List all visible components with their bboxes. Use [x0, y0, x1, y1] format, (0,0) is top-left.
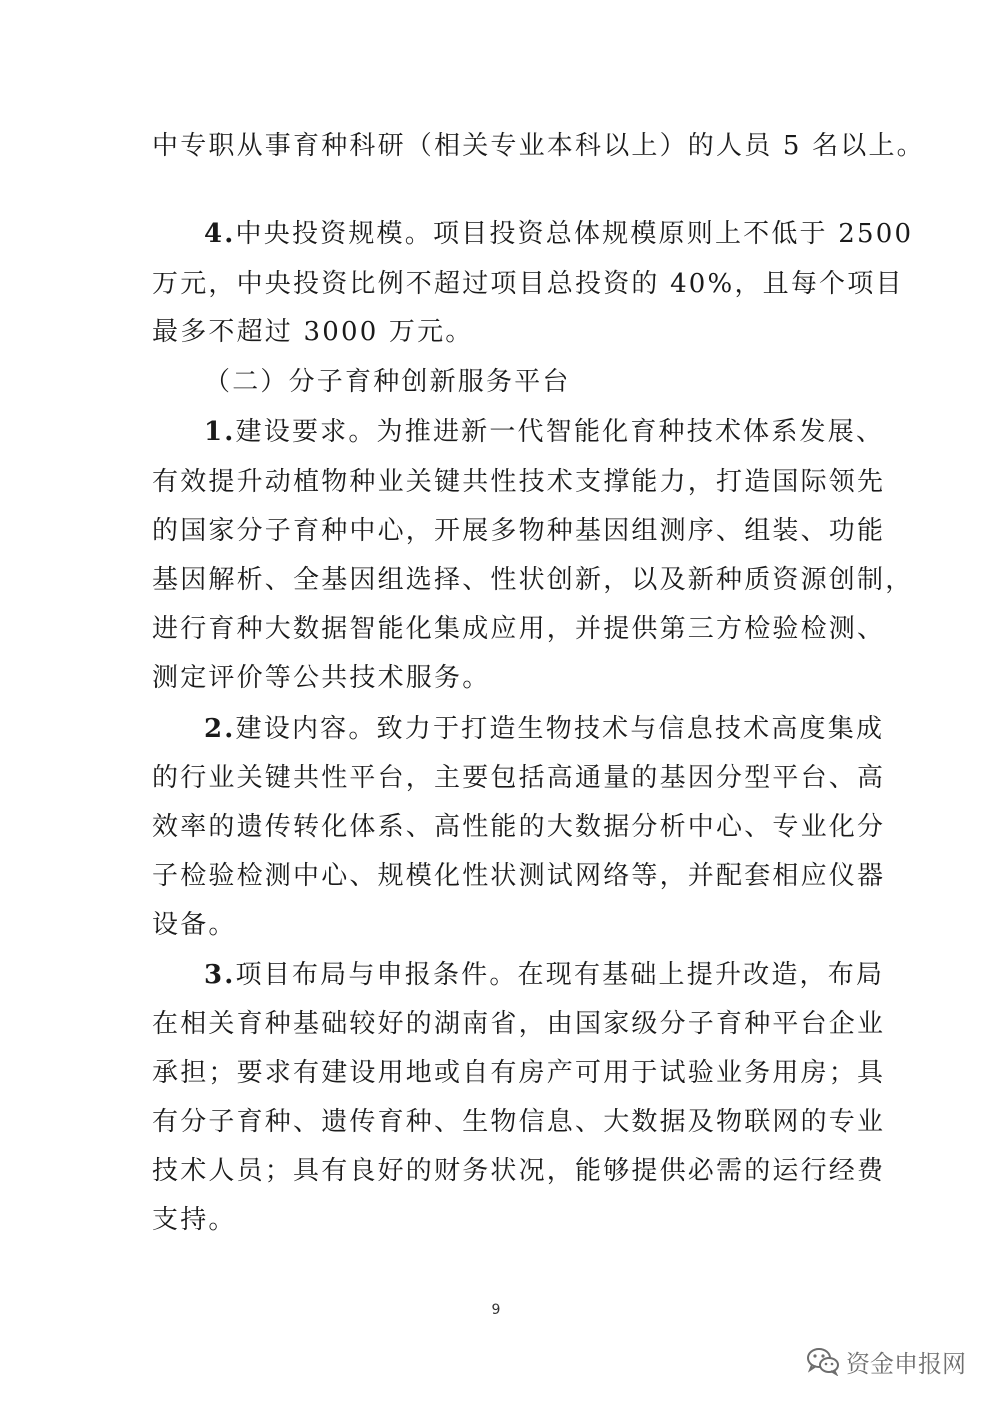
paragraph-line: 有效提升动植物种业关键共性技术支撑能力，打造国际领先: [152, 467, 886, 497]
paragraph-line: 基因解析、全基因组选择、性状创新，以及新种质资源创制，: [152, 565, 914, 595]
paragraph-line: 的行业关键共性平台，主要包括高通量的基因分型平台、高: [152, 763, 886, 793]
paragraph-line: 的国家分子育种中心，开展多物种基因组测序、组装、功能: [152, 516, 886, 546]
paragraph-line: 进行育种大数据智能化集成应用，并提供第三方检验检测、: [152, 614, 886, 644]
paragraph-line: 测定评价等公共技术服务。: [152, 663, 491, 693]
paragraph-line: 有分子育种、遗传育种、生物信息、大数据及物联网的专业: [152, 1107, 886, 1137]
watermark-label: 资金申报网: [846, 1349, 966, 1378]
section-heading: （二）分子育种创新服务平台: [204, 367, 571, 397]
page-number: 9: [491, 1302, 501, 1318]
paragraph-line: 承担；要求有建设用地或自有房产可用于试验业务用房；具: [152, 1058, 886, 1088]
paragraph-line: 1.建设要求。为推进新一代智能化育种技术体系发展、: [204, 417, 885, 447]
paragraph-line: 设备。: [152, 910, 237, 940]
paragraph-line: 技术人员；具有良好的财务状况，能够提供必需的运行经费: [152, 1156, 886, 1186]
paragraph-line: 子检验检测中心、规模化性状测试网络等，并配套相应仪器: [152, 861, 886, 891]
wechat-icon: [806, 1346, 840, 1376]
paragraph-line: 2.建设内容。致力于打造生物技术与信息技术高度集成: [204, 714, 885, 744]
paragraph-line: 最多不超过 3000 万元。: [152, 317, 474, 347]
paragraph-line: 支持。: [152, 1205, 237, 1235]
paragraph-line: 3.项目布局与申报条件。在现有基础上提升改造，布局: [204, 960, 885, 990]
paragraph-line: 效率的遗传转化体系、高性能的大数据分析中心、专业化分: [152, 812, 886, 842]
watermark: [806, 1344, 966, 1378]
paragraph-line: 万元，中央投资比例不超过项目总投资的 40%，且每个项目: [152, 269, 904, 299]
paragraph-line: 在相关育种基础较好的湖南省，由国家级分子育种平台企业: [152, 1009, 886, 1039]
paragraph-line: 中专职从事育种科研（相关专业本科以上）的人员 5 名以上。: [152, 131, 925, 161]
paragraph-line: 4.中央投资规模。项目投资总体规模原则上不低于 2500: [204, 219, 914, 249]
